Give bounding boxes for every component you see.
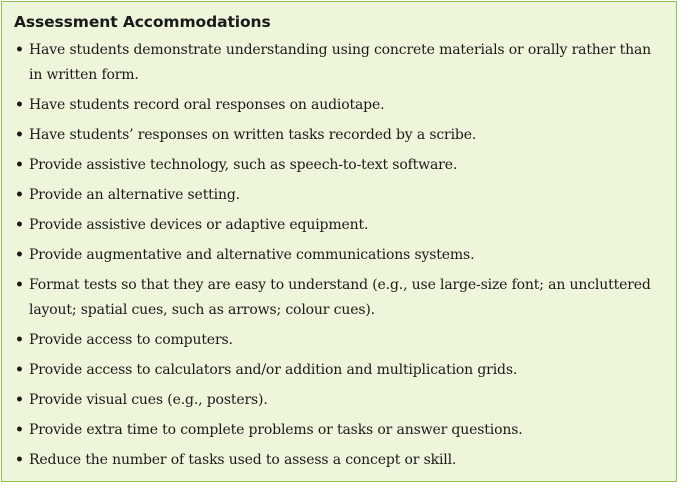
accommodations-box xyxy=(1,1,677,482)
list-item-text: Provide an alternative setting. xyxy=(29,187,240,203)
list-item xyxy=(14,358,666,383)
list-item-text: Provide access to computers. xyxy=(29,332,233,348)
bullet-icon: • xyxy=(15,247,24,263)
list-item-text: Have students demonstrate understanding using concrete materials or orally rather than in written form. xyxy=(29,42,652,83)
box-title: Assessment Accommodations xyxy=(14,13,271,31)
list-item xyxy=(14,418,666,443)
list-item xyxy=(14,243,666,268)
list-item-text: Provide visual cues (e.g., posters). xyxy=(29,392,268,408)
list-item-text: Format tests so that they are easy to understand (e.g., use large-size font; an uncluttered layout; spatial cues, such as arrows; colour cues). xyxy=(29,277,651,318)
list-item-text: Provide assistive technology, such as speech-to-text software. xyxy=(29,157,458,173)
list-item-text: Have students’ responses on written tasks recorded by a scribe. xyxy=(29,127,477,143)
list-item xyxy=(14,93,666,118)
list-item xyxy=(14,123,666,148)
list-item-text: Have students record oral responses on audiotape. xyxy=(29,97,385,113)
list-item xyxy=(14,273,666,323)
list-item xyxy=(14,213,666,238)
list-item xyxy=(14,448,666,473)
bullet-icon: • xyxy=(15,277,24,293)
list-item-text: Provide access to calculators and/or addition and multiplication grids. xyxy=(29,362,518,378)
bullet-icon: • xyxy=(15,392,24,408)
list-item xyxy=(14,38,666,88)
list-item-text: Provide assistive devices or adaptive equipment. xyxy=(29,217,369,233)
bullet-icon: • xyxy=(15,422,24,438)
list-item xyxy=(14,183,666,208)
list-item xyxy=(14,153,666,178)
bullet-icon: • xyxy=(15,97,24,113)
list-item-text: Provide extra time to complete problems or tasks or answer questions. xyxy=(29,422,523,438)
list-item xyxy=(14,328,666,353)
accommodations-list xyxy=(14,38,666,478)
bullet-icon: • xyxy=(15,157,24,173)
bullet-icon: • xyxy=(15,42,24,58)
list-item xyxy=(14,388,666,413)
list-item-text: Provide augmentative and alternative communications systems. xyxy=(29,247,475,263)
bullet-icon: • xyxy=(15,362,24,378)
bullet-icon: • xyxy=(15,187,24,203)
bullet-icon: • xyxy=(15,217,24,233)
bullet-icon: • xyxy=(15,452,24,468)
list-item-text: Reduce the number of tasks used to assess a concept or skill. xyxy=(29,452,457,468)
bullet-icon: • xyxy=(15,332,24,348)
bullet-icon: • xyxy=(15,127,24,143)
